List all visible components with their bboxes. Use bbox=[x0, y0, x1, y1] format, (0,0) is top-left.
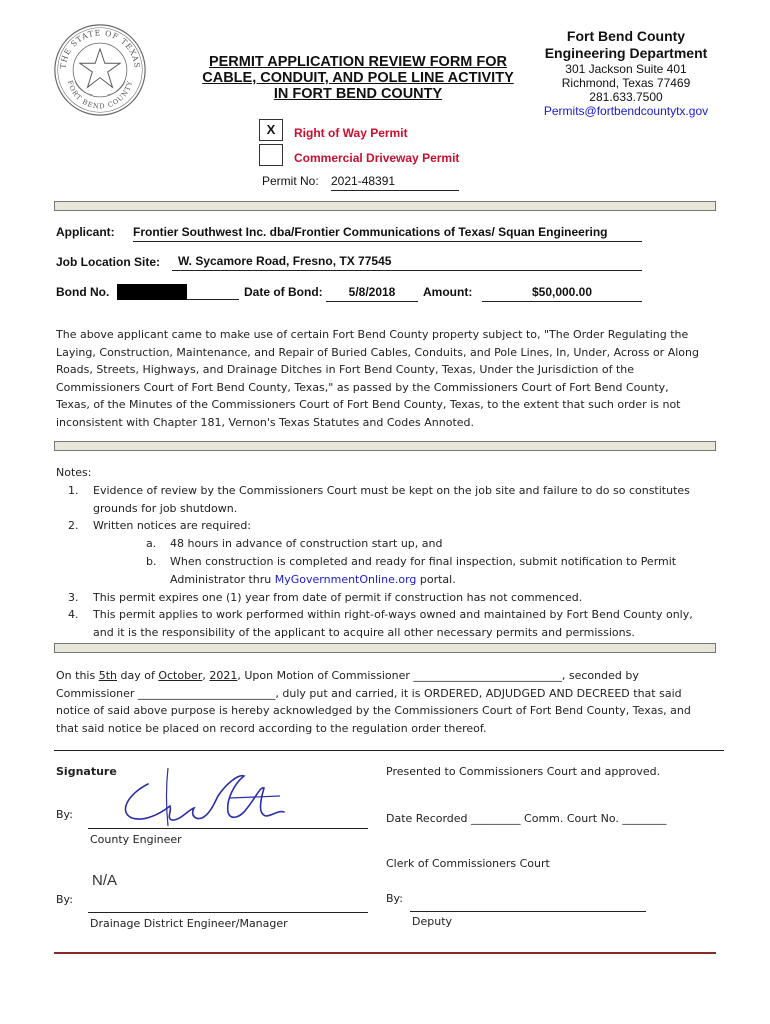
county-engineer-label: County Engineer bbox=[90, 833, 182, 846]
title-line-1: PERMIT APPLICATION REVIEW FORM FOR bbox=[208, 54, 508, 70]
department-address-2: Richmond, Texas 77469 bbox=[561, 76, 691, 90]
bond-number-underline bbox=[187, 284, 239, 300]
drainage-engineer-label: Drainage District Engineer/Manager bbox=[90, 917, 288, 930]
order-month: October bbox=[158, 669, 203, 682]
job-location-label: Job Location Site: bbox=[56, 255, 161, 269]
signature-heading: Signature bbox=[56, 765, 117, 778]
note-2b-text: When construction is completed and ready for final inspection, submit notification to Permit bbox=[170, 554, 677, 568]
note-2b-text-end: portal. bbox=[416, 572, 456, 586]
by-label-clerk: By: bbox=[386, 892, 403, 905]
not-applicable-text: N/A bbox=[92, 872, 118, 889]
title-line-2: CABLE, CONDUIT, AND POLE LINE ACTIVITY bbox=[202, 70, 514, 86]
drainage-signature-line bbox=[88, 912, 368, 913]
order-year: 2021 bbox=[209, 669, 238, 682]
note-subletter: b. bbox=[146, 554, 157, 568]
note-4-text-continued: and it is the responsibility of the applicant to acquire all other necessary permits and permissions. bbox=[93, 626, 635, 640]
department-email[interactable]: Permits@fortbendcountytx.gov bbox=[543, 104, 709, 118]
bond-amount-label: Amount: bbox=[423, 285, 473, 299]
department-name-2: Engineering Department bbox=[544, 45, 708, 61]
commercial-driveway-checkbox[interactable] bbox=[259, 144, 283, 166]
job-location-value: W. Sycamore Road, Fresno, TX 77545 bbox=[172, 254, 642, 271]
note-number: 3. bbox=[68, 590, 79, 604]
paragraph-line: Roads, Streets, Highways, and Drainage Ditches in Fort Bend County, Texas, Under the Jurisdiction of the bbox=[56, 363, 635, 376]
department-info bbox=[526, 28, 726, 118]
note-1-text: Evidence of review by the Commissioners Court must be kept on the job site and failure to do so constitutes bbox=[93, 483, 690, 497]
department-address-1: 301 Jackson Suite 401 bbox=[565, 62, 687, 76]
clerk-signature-line bbox=[410, 911, 646, 912]
paragraph-line: inconsistent with Chapter 181, Vernon's Texas Statutes and Codes Annoted. bbox=[56, 415, 475, 429]
department-name-1: Fort Bend County bbox=[566, 28, 686, 44]
order-text: , bbox=[202, 669, 210, 682]
title-line-3: IN FORT BEND COUNTY bbox=[273, 86, 443, 102]
order-line-2: Commissioner _________________________, duly put and carried, it is ORDERED, ADJUDGED AND DECREED that said bbox=[56, 686, 682, 700]
paragraph-line: Texas, of the Minutes of the Commissioners Court of Fort Bend County, Texas, to the extent that such order is not bbox=[56, 398, 681, 411]
order-paragraph bbox=[56, 667, 716, 737]
presented-text: Presented to Commissioners Court and approved. bbox=[386, 765, 661, 778]
paragraph-line: The above applicant came to make use of certain Fort Bend County property subject to, "The Order Regulating the bbox=[56, 328, 689, 341]
bond-date-value: 5/8/2018 bbox=[326, 285, 418, 302]
note-2-text: Written notices are required: bbox=[93, 519, 252, 533]
note-2b-text-continued: Administrator thru bbox=[170, 572, 275, 586]
note-2a-text: 48 hours in advance of construction start up, and bbox=[170, 537, 443, 551]
applicant-label: Applicant: bbox=[56, 225, 115, 239]
applicant-value: Frontier Southwest Inc. dba/Frontier Communications of Texas/ Squan Engineering bbox=[133, 225, 642, 242]
order-text: On this bbox=[56, 669, 99, 682]
order-day: 5th bbox=[98, 669, 117, 682]
order-text: , Upon Motion of Commissioner ___________________________, seconded by bbox=[237, 669, 639, 682]
deputy-label: Deputy bbox=[412, 915, 453, 928]
by-label-drainage: By: bbox=[56, 893, 73, 906]
note-1-text-continued: grounds for job shutdown. bbox=[93, 501, 238, 515]
svg-text:THE STATE OF TEXAS: THE STATE OF TEXAS bbox=[58, 28, 142, 70]
notes-heading: Notes: bbox=[56, 466, 92, 479]
order-line-4: that said notice be placed on record according to the regulation order thereof. bbox=[56, 721, 487, 735]
redacted-bond-number bbox=[117, 284, 187, 300]
note-number: 1. bbox=[68, 483, 79, 497]
handwritten-signature bbox=[110, 766, 290, 828]
note-number: 4. bbox=[68, 608, 79, 622]
department-phone: 281.633.7500 bbox=[589, 90, 663, 104]
commercial-driveway-label: Commercial Driveway Permit bbox=[294, 151, 460, 165]
section-divider-middle bbox=[54, 441, 716, 451]
notes-section bbox=[56, 464, 716, 642]
form-title bbox=[180, 54, 536, 102]
paragraph-line: Laying, Construction, Maintenance, and Repair of Buried Cables, Conduits, and Pole Lines, In, Under, Across or Along bbox=[56, 345, 699, 359]
bond-amount-value: $50,000.00 bbox=[482, 285, 642, 302]
order-text: day of bbox=[117, 669, 159, 682]
order-line-3: notice of said above purpose is hereby acknowledged by the Commissioners Court of Fort Bend County, Texas, and bbox=[56, 704, 691, 717]
right-of-way-checkbox[interactable]: X bbox=[259, 119, 283, 141]
note-number: 2. bbox=[68, 519, 79, 533]
right-of-way-label: Right of Way Permit bbox=[294, 126, 408, 140]
mygovernmentonline-link[interactable]: MyGovernmentOnline.org bbox=[274, 572, 417, 586]
signature-divider bbox=[54, 750, 724, 751]
permit-number-label: Permit No: bbox=[262, 174, 319, 188]
footer-rule bbox=[54, 952, 716, 954]
note-subletter: a. bbox=[146, 537, 157, 551]
note-4-text: This permit applies to work performed within right-of-ways owned and maintained by Fort Bend County only, bbox=[93, 608, 693, 622]
note-3-text: This permit expires one (1) year from date of permit if construction has not commenced. bbox=[93, 590, 583, 604]
date-recorded-text: Date Recorded _________ Comm. Court No. ________ bbox=[386, 812, 667, 825]
paragraph-line: Commissioners Court of Fort Bend County, Texas," as passed by the Commissioners Court of Fort Bend County, bbox=[56, 380, 669, 394]
by-label-county-engineer: By: bbox=[56, 808, 73, 821]
bond-date-label: Date of Bond: bbox=[244, 285, 323, 299]
clerk-label: Clerk of Commissioners Court bbox=[386, 857, 550, 870]
county-engineer-signature-line bbox=[88, 828, 368, 829]
section-divider-top bbox=[54, 201, 716, 211]
permit-number-value: 2021-48391 bbox=[331, 174, 459, 191]
regulation-paragraph bbox=[56, 326, 716, 431]
bond-number-label: Bond No. bbox=[56, 285, 110, 299]
svg-text:FORT BEND COUNTY: FORT BEND COUNTY bbox=[65, 79, 135, 111]
section-divider-bottom bbox=[54, 643, 716, 653]
county-seal-logo bbox=[52, 22, 148, 118]
